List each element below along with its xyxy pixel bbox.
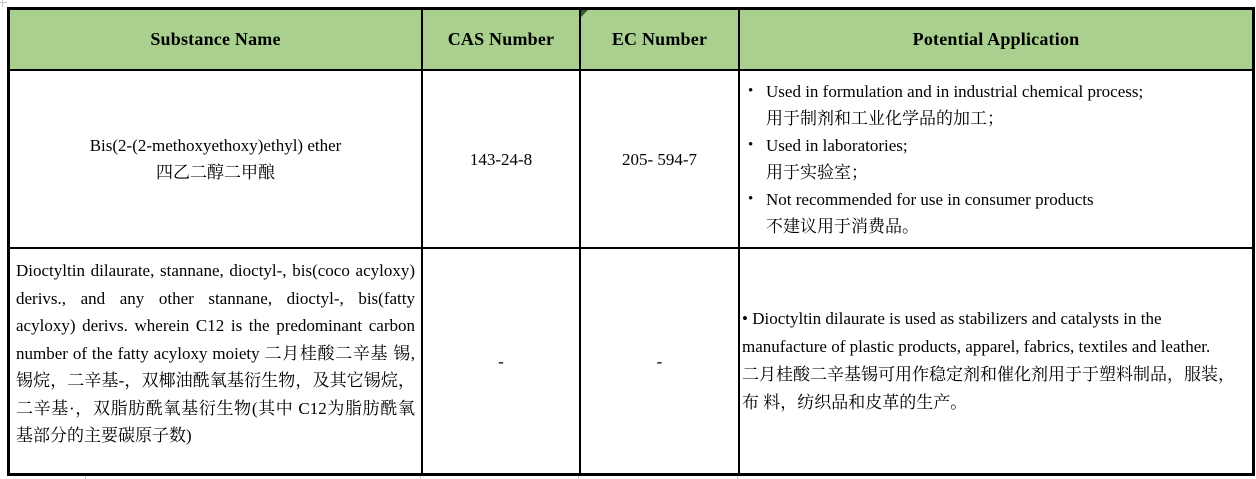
row2-substance-name-en: Dioctyltin dilaurate, stannane, dioctyl-, bis(coco acyloxy) derivs., and any other stannane, dioctyl-, bis(fatty acyloxy) derivs. wherein C12 is the predominant carbon number of the fatty acyloxy moiety (16, 261, 415, 363)
row2-cas-number-cell[interactable] (423, 249, 581, 473)
application-text-en: Not recommended for use in consumer products (766, 190, 1094, 209)
gridline-fragment (0, 2, 7, 3)
row1-ec-number-cell[interactable] (581, 71, 740, 249)
application-text-zh: 不建议用于消费品。 (766, 217, 919, 236)
header-cas-number-label: CAS Number (447, 29, 555, 49)
row2-substance-name-zh: 二月桂酸二辛基 锡,锡烷，二辛基-，双椰油酰氧基衍生物，及其它锡烷，二辛基·，双脂肪酰氧基衍生物(其中 C12为脂肪酰氧基部分的主要碳原子数) (16, 343, 415, 445)
row1-potential-application-cell[interactable] (740, 71, 1252, 249)
header-substance-name[interactable] (10, 10, 423, 71)
row1-ec-number: 205- 594-7 (621, 149, 698, 169)
header-ec-number-label: EC Number (611, 29, 708, 49)
row1-cas-number: 143-24-8 (469, 149, 533, 169)
cell-error-indicator-triangle (581, 10, 588, 17)
row2-substance-name-cell[interactable] (10, 249, 423, 473)
row1-cas-number-cell[interactable] (423, 71, 581, 249)
application-list-item (740, 186, 1244, 240)
row2-ec-number-cell[interactable] (581, 249, 740, 473)
substance-table (7, 7, 1255, 476)
bullet-icon: • (742, 309, 748, 328)
bullet-icon: • (748, 191, 754, 207)
header-cas-number[interactable] (423, 10, 581, 71)
row2-potential-application-cell[interactable] (740, 249, 1252, 473)
bullet-icon: • (748, 83, 754, 99)
header-ec-number[interactable] (581, 10, 740, 71)
application-text-en: Used in laboratories; (766, 136, 908, 155)
row2-cas-number: - (498, 351, 504, 371)
header-substance-name-label: Substance Name (150, 29, 281, 49)
row1-substance-name-zh: 四乙二醇二甲酿 (156, 163, 275, 182)
row2-ec-number: - (656, 351, 663, 371)
application-text-zh: 用于实验室； (766, 163, 868, 182)
application-list-item (740, 132, 1244, 186)
application-paragraph-en (742, 305, 1244, 361)
row1-substance-name-en: Bis(2-(2-methoxyethoxy)ethyl) ether (89, 136, 342, 155)
application-text-en: Used in formulation and in industrial chemical process; (766, 82, 1144, 101)
application-paragraph-zh (742, 361, 1244, 417)
application-text-en: Dioctyltin dilaurate is used as stabilizers and catalysts in the manufacture of plastic products, apparel, fabrics, textiles and leather. (742, 309, 1211, 356)
header-potential-application-label: Potential Application (912, 29, 1080, 49)
header-potential-application[interactable] (740, 10, 1252, 71)
application-text-zh: 二月桂酸二辛基锡可用作稳定剂和催化剂用于于塑料制品，服装，布 料，纺织品和皮革的生产。 (742, 365, 1235, 412)
row1-substance-name-cell[interactable] (10, 71, 423, 249)
application-list-item (740, 78, 1244, 132)
application-text-zh: 用于制剂和工业化学品的加工； (766, 109, 1004, 128)
bullet-icon: • (748, 137, 754, 153)
